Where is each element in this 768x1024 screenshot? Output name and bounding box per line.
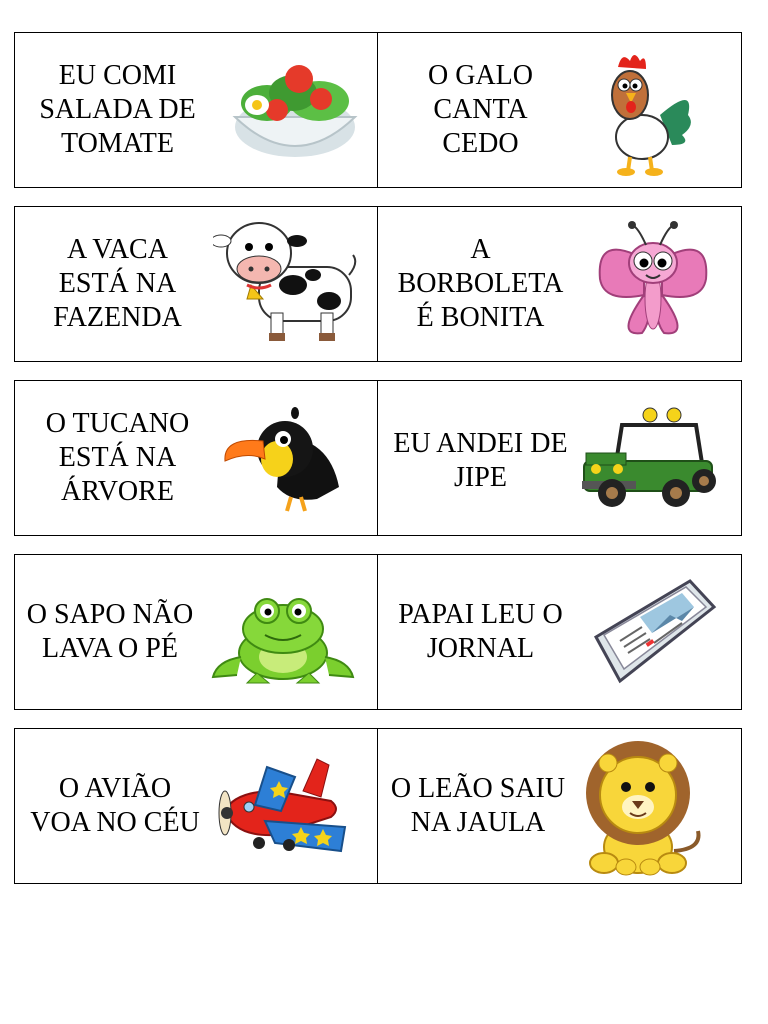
text-line: O GALO <box>428 60 533 91</box>
text-line: PAPAI LEU O <box>398 599 563 630</box>
card-text <box>15 207 220 361</box>
card-row-5 <box>14 728 742 884</box>
card-text <box>15 381 220 535</box>
card-airplane <box>15 729 378 883</box>
text-line: SALADA DE <box>39 94 196 125</box>
airplane-icon <box>205 757 355 861</box>
text-line: TOMATE <box>60 128 175 159</box>
text-line: ÁRVORE <box>61 476 174 507</box>
toucan-icon <box>221 407 347 513</box>
text-line: A <box>470 234 491 265</box>
card-cow <box>15 207 378 361</box>
text-line: LAVA O PÉ <box>42 633 178 664</box>
card-salad <box>15 33 378 187</box>
card-text <box>378 555 583 709</box>
text-line: O LEÃO SAIU <box>390 773 566 804</box>
text-line: ESTÁ NA <box>58 442 177 473</box>
text-line: O AVIÃO <box>58 773 172 804</box>
text-line: O TUCANO <box>45 408 190 439</box>
card-text <box>378 33 583 187</box>
text-line: O SAPO NÃO <box>26 599 194 630</box>
card-newspaper <box>378 555 741 709</box>
text-line: JORNAL <box>426 633 535 664</box>
card-text <box>15 555 205 709</box>
card-row-2 <box>14 206 742 362</box>
card-row-4 <box>14 554 742 710</box>
card-jeep <box>378 381 741 535</box>
card-butterfly <box>378 207 741 361</box>
card-text <box>378 381 583 535</box>
cow-icon <box>213 215 359 343</box>
card-toucan <box>15 381 378 535</box>
card-text <box>15 729 215 883</box>
butterfly-icon <box>594 219 712 343</box>
text-line: BORBOLETA <box>397 268 564 299</box>
jeep-icon <box>578 407 718 509</box>
card-row-1 <box>14 32 742 188</box>
text-line: CEDO <box>442 128 519 159</box>
card-rooster <box>378 33 741 187</box>
card-text <box>378 729 578 883</box>
text-line: EU ANDEI DE <box>393 428 568 459</box>
frog-icon <box>207 597 359 685</box>
text-line: EU COMI <box>58 60 177 91</box>
lion-icon <box>578 739 708 879</box>
card-lion <box>378 729 741 883</box>
card-frog <box>15 555 378 709</box>
newspaper-icon <box>590 577 720 689</box>
salad-icon <box>227 55 363 165</box>
text-line: ESTÁ NA <box>58 268 177 299</box>
text-line: JIPE <box>454 462 507 493</box>
rooster-icon <box>600 45 700 177</box>
text-line: VOA NO CÉU <box>30 807 200 838</box>
text-line: É BONITA <box>416 302 545 333</box>
card-row-3 <box>14 380 742 536</box>
text-line: FAZENDA <box>53 302 182 333</box>
card-text <box>15 33 220 187</box>
text-line: A VACA <box>67 234 168 265</box>
text-line: CANTA <box>433 94 528 125</box>
text-line: NA JAULA <box>410 807 546 838</box>
card-text <box>378 207 583 361</box>
